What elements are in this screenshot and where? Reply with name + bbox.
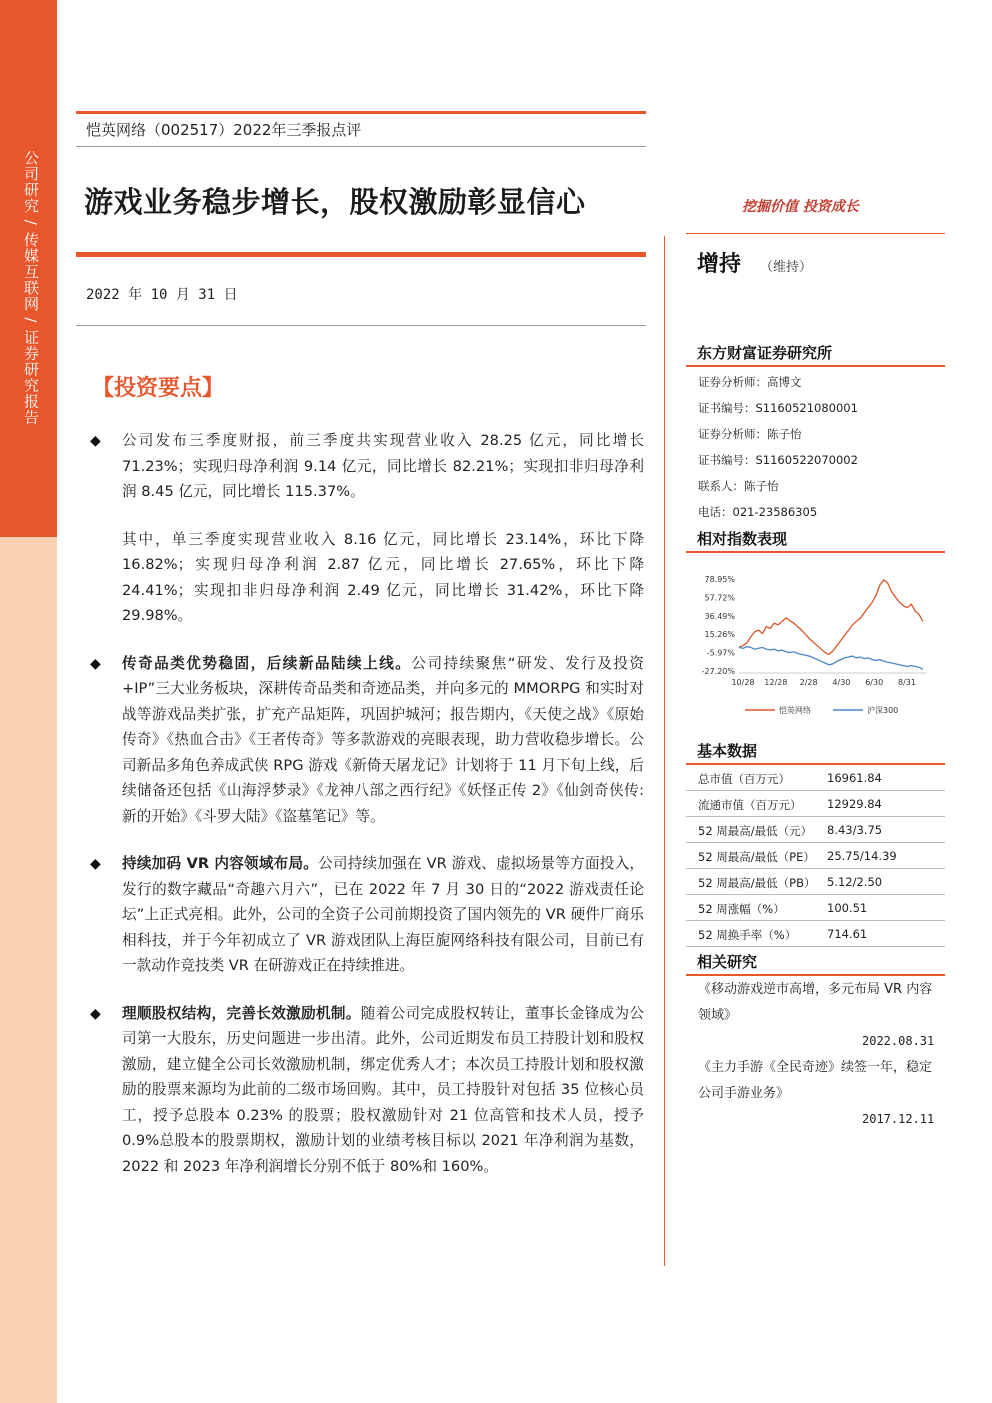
paragraph-3-text: 公司持续加强在 VR 游戏、虚拟场景等方面投入，发行的数字藏品“奇趣六月六”，已在 2022 年 7 月 30 日的“2022 游戏责任论坛”上正式亮相。此外，公司的全资子公司前期投资了国内领先的 VR 硬件厂商乐相科技，并于今年初成立了 VR 游戏团队上海臣旎网络科技有限公司，目前已有一款动作竞技类 VR 在研游戏正在持续推进。 (122, 855, 644, 974)
row-divider (686, 920, 945, 921)
sidebar-label: 公司研究 / 传媒互联网 / 证券研究报告 (22, 150, 40, 426)
relative-index-chart (697, 565, 937, 725)
basic-data-value: 100.51 (827, 901, 868, 915)
diamond-bullet-icon: ◆ (90, 856, 101, 872)
rating: 增持 (697, 252, 742, 277)
paragraph-2-heading: 传奇品类优势稳固，后续新品陆续上线。 (122, 654, 412, 672)
row-divider (686, 816, 945, 817)
legend-label: 恺英网络 (779, 706, 811, 715)
y-tick-label: 78.95% (704, 575, 735, 584)
row-divider (686, 842, 945, 843)
slogan: 挖掘价值 投资成长 (742, 199, 859, 215)
institute-name: 东方财富证券研究所 (697, 344, 833, 362)
related-section (686, 950, 945, 976)
basic-data-value: 5.12/2.50 (827, 875, 883, 889)
related-report-2-date: 2017.12.11 (862, 1112, 935, 1126)
basic-data-value: 714.61 (827, 927, 868, 941)
basic-data-row (698, 771, 882, 787)
title-bar (76, 252, 646, 257)
column-divider (664, 236, 665, 1266)
analyst-1: 证券分析师：高博文 (698, 375, 802, 389)
row-divider (686, 894, 945, 895)
basic-data-value: 25.75/14.39 (827, 849, 897, 863)
row-divider (686, 790, 945, 791)
paragraph-4 (86, 1001, 644, 1180)
series-line (739, 580, 923, 655)
basic-data-row (698, 849, 897, 865)
related-report-2[interactable]: 《主力手游《全民奇迹》续签一年，稳定公司手游业务》 (698, 1060, 933, 1101)
related-report-1[interactable]: 《移动游戏逆市高增，多元布局 VR 内容领域》 (698, 982, 933, 1023)
basic-data-value: 8.43/3.75 (827, 823, 883, 837)
x-tick-label: 6/30 (865, 678, 884, 687)
basic-data-key: 52 周涨幅（%） (698, 902, 785, 916)
related-title: 相关研究 (697, 953, 758, 971)
rating-note: （维持） (760, 260, 813, 275)
report-date: 2022 年 10 月 31 日 (86, 287, 238, 303)
body-text (86, 428, 644, 1179)
section-rule (686, 551, 945, 553)
paragraph-2 (86, 651, 644, 830)
paragraph-1-text: 公司发布三季度财报，前三季度共实现营业收入 28.25 亿元，同比增长 71.23%；实现归母净利润 9.14 亿元，同比增长 82.21%；实现扣非归母净利润 8.45 亿元，同比增长 115.37%。 (122, 432, 644, 500)
basic-data-value: 12929.84 (827, 797, 882, 811)
basic-data-key: 流通市值（百万元） (698, 798, 802, 812)
section-rule (686, 974, 945, 976)
x-tick-label: 4/30 (832, 678, 851, 687)
diamond-bullet-icon: ◆ (90, 655, 101, 672)
rating-rule (686, 233, 945, 234)
row-divider (686, 868, 945, 869)
paragraph-3 (86, 851, 644, 979)
cert-1: 证书编号：S1160521080001 (698, 401, 858, 415)
section-rule (686, 365, 945, 367)
diamond-bullet-icon: ◆ (90, 433, 101, 449)
header-divider (76, 146, 646, 147)
basic-data-value: 16961.84 (827, 771, 882, 785)
related-report-1-date: 2022.08.31 (862, 1034, 935, 1048)
row-divider (686, 946, 945, 947)
paragraph-2-text: 公司持续聚焦“研发、发行及投资+IP”三大业务板块，深耕传奇品类和奇迹品类，并向多元的 MMORPG 和实时对战等游戏品类扩张，扩充产品矩阵，巩固护城河；报告期内，《天使之战》《原始传奇》《热血合击》《王者传奇》等多款游戏的亮眼表现，助力营收稳步增长。公司新品多角色养成武侠 RPG 游戏《新倚天屠龙记》计划将于 11 月下旬上线，后续储备还包括《山海浮梦录》《龙神八部之西行纪》《妖怪正传 2》《仙剑奇侠传:新的开始》《斗罗大陆》《盗墓笔记》等。 (122, 654, 644, 825)
basic-data-key: 52 周换手率（%） (698, 928, 797, 942)
section-rule (686, 763, 945, 765)
basic-data-row (698, 927, 868, 943)
basic-data-key: 总市值（百万元） (698, 772, 790, 786)
basic-data-key: 52 周最高/最低（元） (698, 824, 813, 838)
cert-2: 证书编号：S1160522070002 (698, 453, 858, 467)
basic-section (686, 739, 945, 765)
y-tick-label: 57.72% (704, 593, 735, 603)
header-rule (76, 111, 646, 114)
chart-section (686, 527, 945, 553)
institute-section (686, 341, 945, 367)
page-title: 游戏业务稳步增长，股权激励彰显信心 (84, 185, 586, 219)
x-tick-label: 12/28 (764, 678, 788, 687)
paragraph-1 (86, 428, 644, 505)
basic-data-key: 52 周最高/最低（PE） (698, 850, 815, 864)
y-tick-label: 15.26% (704, 630, 735, 640)
analyst-2: 证券分析师：陈子怡 (698, 427, 802, 441)
date-divider (76, 325, 646, 326)
x-tick-label: 10/28 (731, 678, 755, 687)
paragraph-1b (86, 527, 644, 629)
paragraph-1b-text: 其中，单三季度实现营业收入 8.16 亿元，同比增长 23.14%，环比下降 16.82%；实现归母净利润 2.87 亿元，同比增长 27.65%，环比下降 24.41%；实现扣非归母净利润 2.49 亿元，同比增长 31.42%，环比下降 29.98%。 (122, 530, 644, 624)
x-tick-label: 2/28 (799, 678, 818, 687)
basic-data-row (698, 901, 868, 917)
basic-title: 基本数据 (697, 742, 758, 760)
paragraph-4-heading: 理顺股权结构，完善长效激励机制。 (122, 1004, 361, 1022)
y-tick-label: -5.97% (706, 648, 735, 658)
paragraph-4-text: 随着公司完成股权转让，董事长金锋成为公司第一大股东，历史问题进一步出清。此外，公司近期发布员工持股计划和股权激励，建立健全公司长效激励机制，绑定优秀人才；本次员工持股计划和股权激励的股票来源均为此前的二级市场回购。其中，员工持股针对包括 35 位核心员工，授予总股本 0.23% 的股票；股权激励针对 21 位高管和技术人员，授予 0.9%总股本的股票期权，激励计划的业绩考核目标以 2021 年净利润为基数，2022 和 2023 年净利润增长分别不低于 80%和 160%。 (122, 1004, 644, 1175)
basic-data-row (698, 823, 883, 839)
paragraph-3-heading: 持续加码 VR 内容领域布局。 (122, 855, 319, 872)
y-tick-label: 36.49% (704, 611, 735, 621)
series-line (739, 647, 923, 670)
y-tick-label: -27.20% (701, 667, 735, 676)
basic-data-row (698, 875, 883, 891)
chart-title: 相对指数表现 (697, 530, 788, 548)
section-title: 【投资要点】 (92, 375, 225, 401)
phone: 电话：021-23586305 (698, 505, 818, 519)
report-line: 恺英网络（002517）2022年三季报点评 (86, 121, 362, 139)
diamond-bullet-icon: ◆ (90, 1005, 101, 1022)
x-tick-label: 8/31 (898, 678, 916, 687)
legend-label: 沪深300 (867, 706, 899, 715)
basic-data-row (698, 797, 882, 813)
basic-data-key: 52 周最高/最低（PB） (698, 876, 816, 890)
contact: 联系人：陈子怡 (698, 479, 779, 493)
